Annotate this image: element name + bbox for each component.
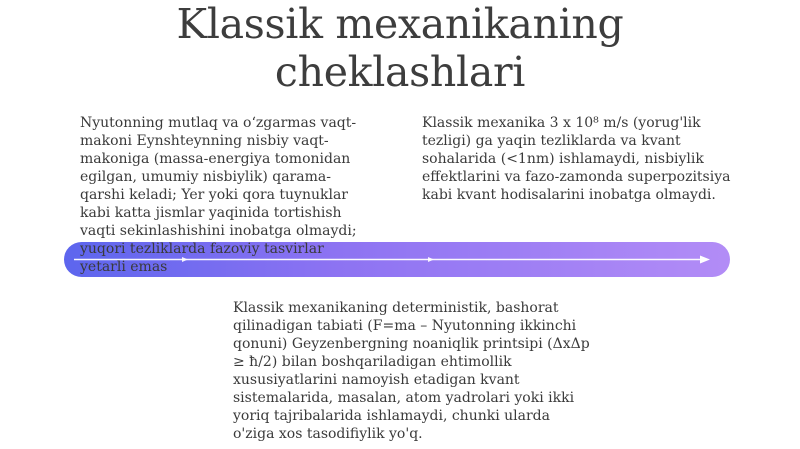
text-block-right: Klassik mexanika 3 x 10⁸ m/s (yorug'lik tezligi) ga yaqin tezliklarda va kvant sohalarida (<1nm) ishlamaydi, nisbiylik effektlarini va fazo-zamonda superpozitsiya kabi kvant hodisalarini inobatga olmaydi. (422, 115, 731, 203)
title-line-2: cheklashlari (274, 48, 526, 96)
text-block-bottom: Klassik mexanikaning deterministik, bashorat qilinadigan tabiati (F=ma – Nyutonning ikkinchi qonuni) Geyzenbergning noaniqlik printsipi (ΔxΔp ≥ ħ/2) bilan boshqariladigan ehtimollik xususiyatlarini namoyish etadigan kvant sistemalarida, masalan, atom yadrolari yoki ikki yoriq tajribalarida ishlamaydi, chunki ularda o'ziga xos tasodifiylik yo'q. (233, 300, 590, 442)
title-line-1: Klassik mexanikaning (176, 0, 624, 48)
text-block-left: Nyutonning mutlaq va o‘zgarmas vaqt-makoni Eynshteynning nisbiy vaqt-makoniga (massa-energiya tomonidan egilgan, umumiy nisbiylik) qarama-qarshi keladi; Yer yoki qora tuynuklar kabi katta jismlar yaqinida tortishish vaqti sekinlashishini inobatga olmaydi; yuqori tezliklarda fazoviy tasvirlar yetarli emas (80, 115, 357, 275)
slide-title (0, 0, 800, 96)
